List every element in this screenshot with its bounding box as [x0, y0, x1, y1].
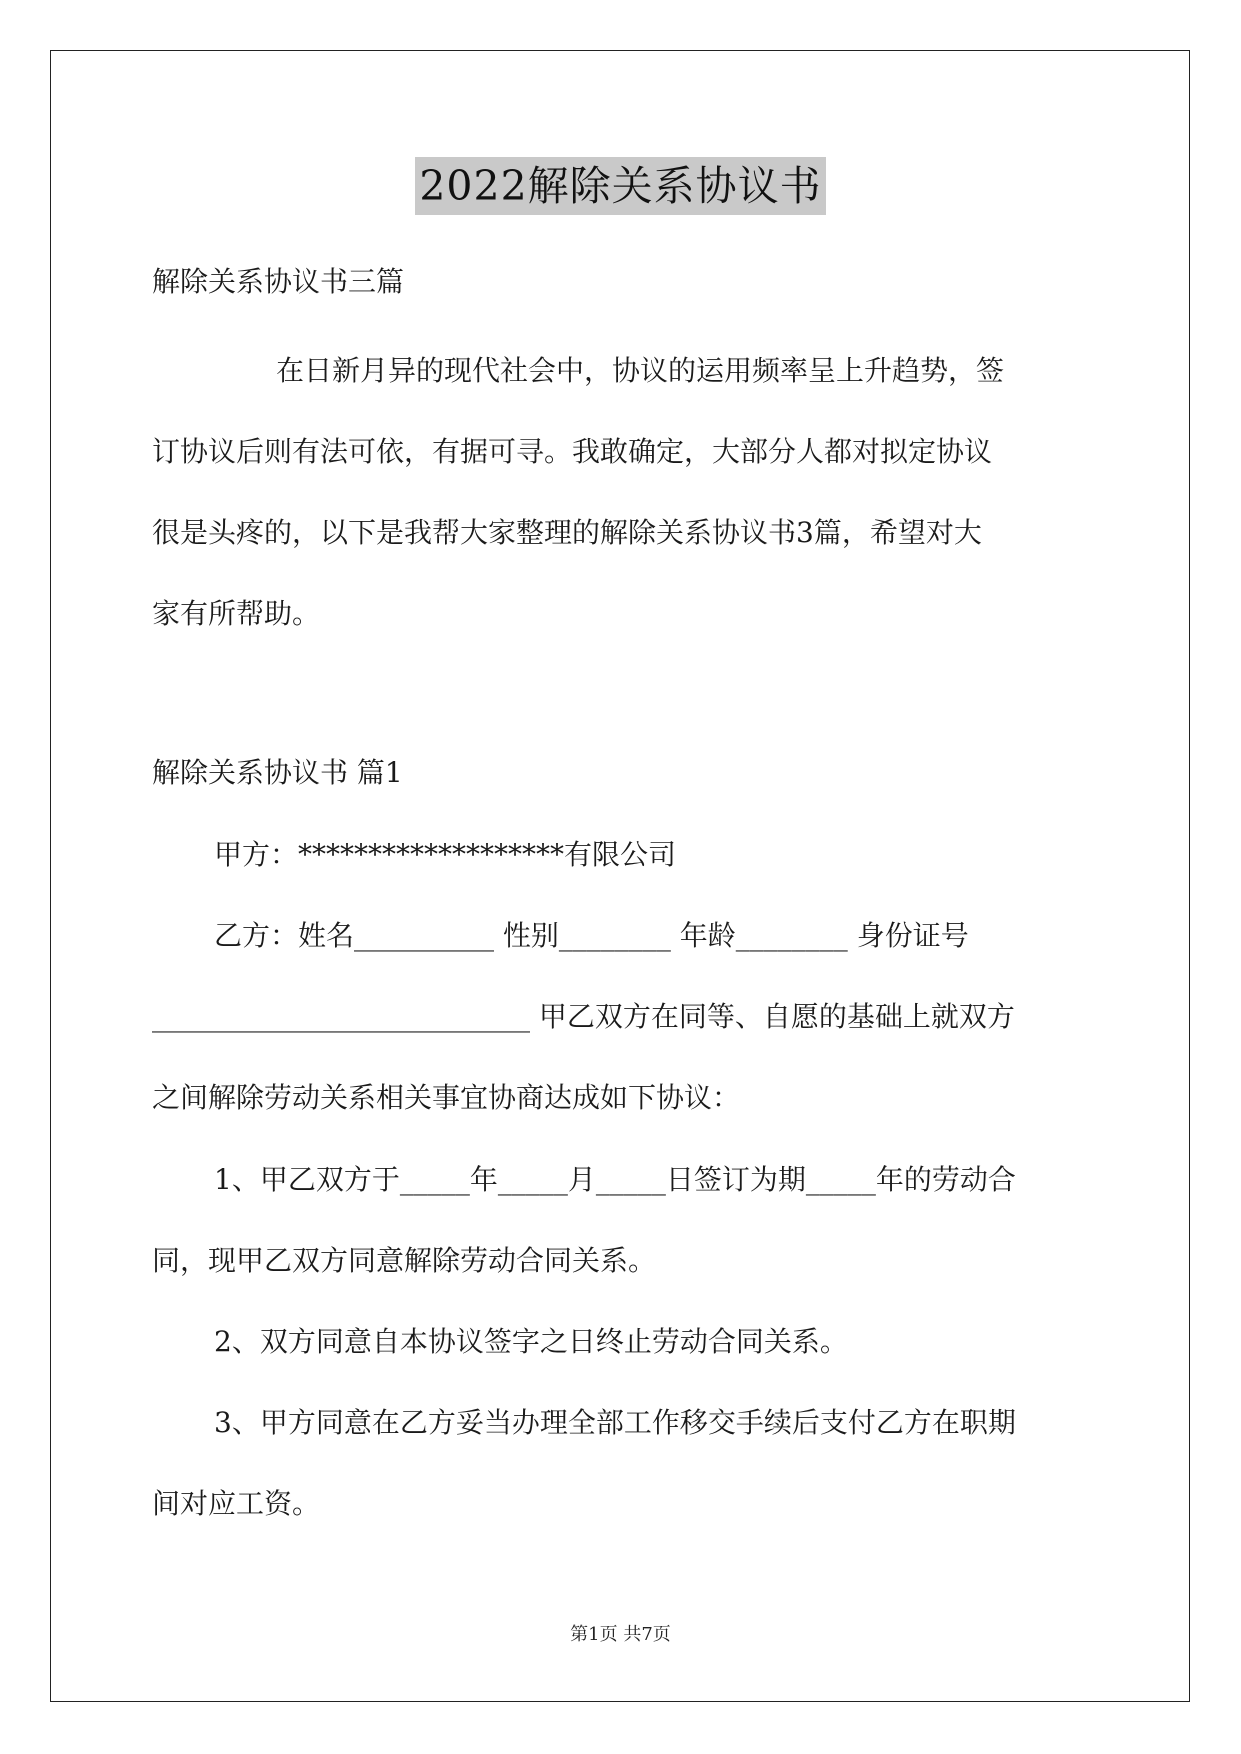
intro-line-4: 家有所帮助。: [152, 597, 321, 630]
title-container: [0, 157, 1241, 215]
page-footer: 第1页 共7页: [570, 1624, 671, 1645]
section-heading: 解除关系协议书 篇1: [152, 756, 403, 789]
party-b-line: 乙方：姓名__________ 性别________ 年龄________ 身份证号: [214, 919, 969, 952]
item-1-line-2: 同，现甲乙双方同意解除劳动合同关系。: [152, 1244, 657, 1277]
document-title: 2022解除关系协议书: [415, 157, 825, 215]
intro-line-3: 很是头疼的，以下是我帮大家整理的解除关系协议书3篇，希望对大: [152, 516, 982, 549]
item-1-line-1: 1、甲乙双方于_____年_____月_____日签订为期_____年的劳动合: [214, 1163, 1016, 1196]
item-3-line-2: 间对应工资。: [152, 1487, 321, 1520]
item-3-line-1: 3、甲方同意在乙方妥当办理全部工作移交手续后支付乙方在职期: [214, 1406, 1016, 1439]
party-b-continuation: ___________________________ 甲乙双方在同等、自愿的基础上就双方: [152, 1000, 1015, 1033]
party-a-line: 甲方：*******************有限公司: [214, 838, 677, 871]
item-2-line: 2、双方同意自本协议签字之日终止劳动合同关系。: [214, 1325, 848, 1358]
party-b-end: 之间解除劳动关系相关事宜协商达成如下协议：: [152, 1081, 741, 1114]
subtitle: 解除关系协议书三篇: [152, 265, 405, 298]
intro-line-2: 订协议后则有法可依，有据可寻。我敢确定，大部分人都对拟定协议: [152, 435, 993, 468]
intro-line-1: 在日新月异的现代社会中，协议的运用频率呈上升趋势，签: [276, 354, 1005, 387]
